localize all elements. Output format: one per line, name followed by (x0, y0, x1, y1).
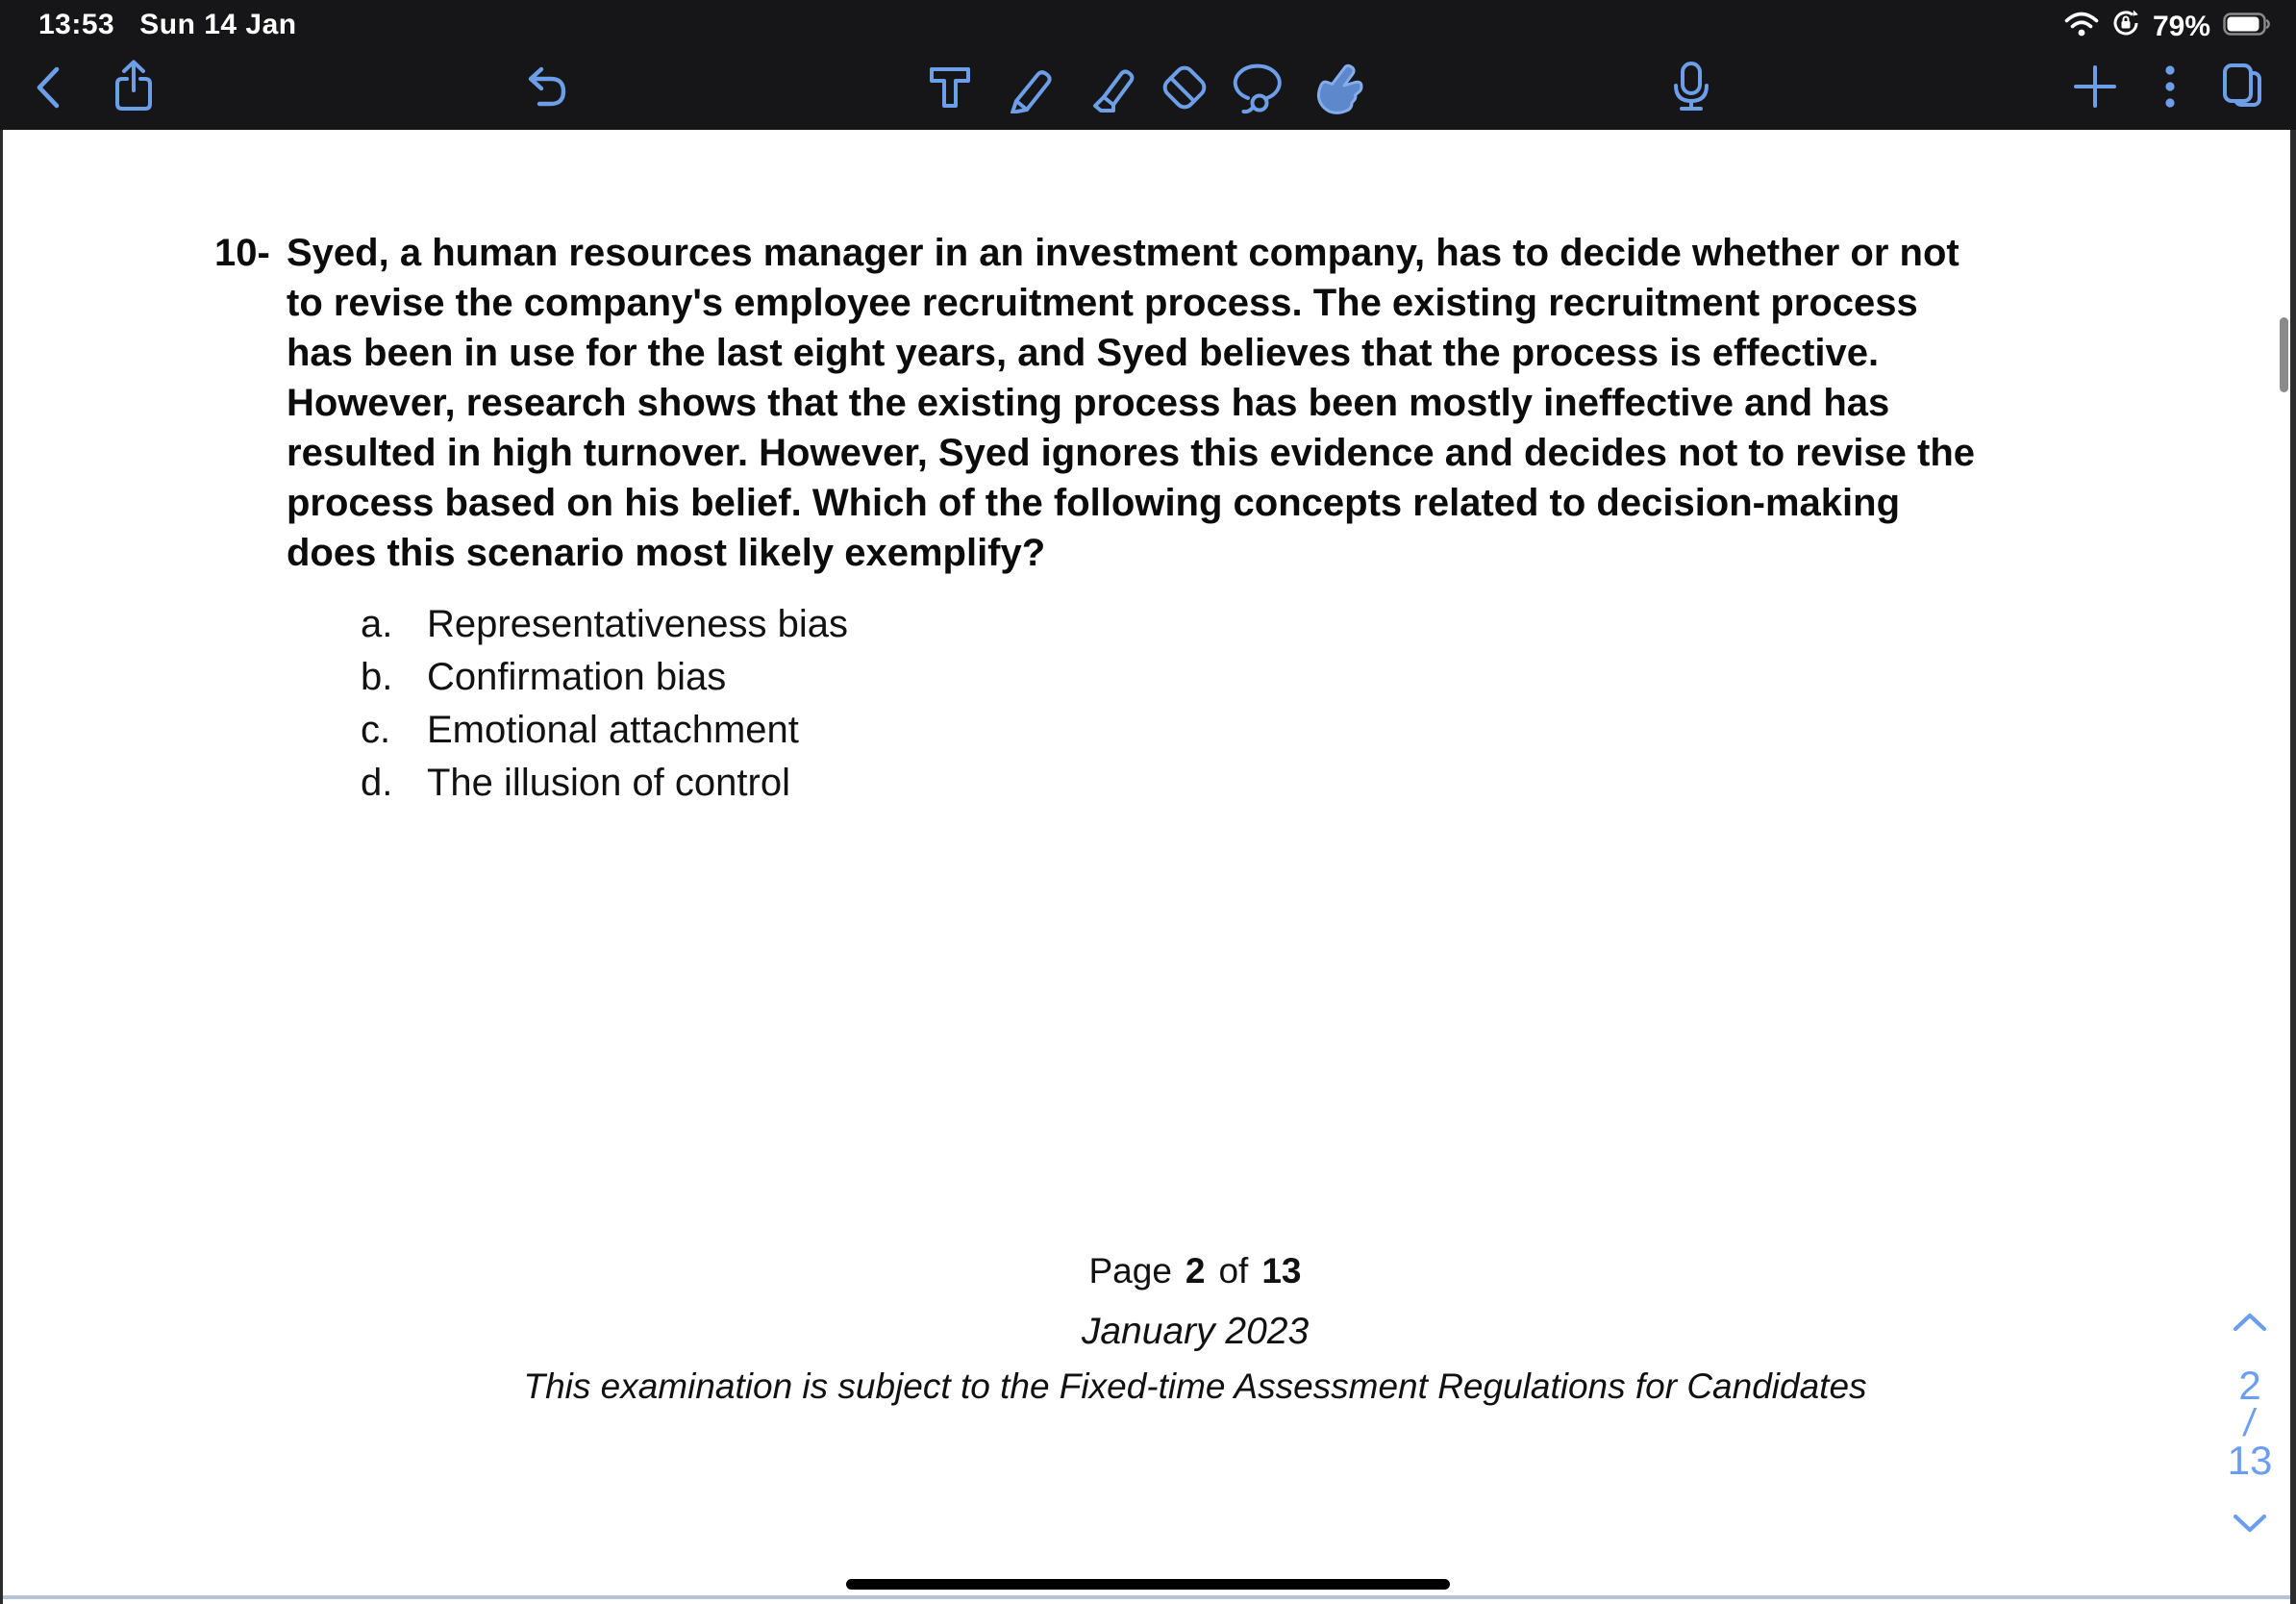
add-button[interactable] (2073, 64, 2117, 109)
question-block (214, 228, 2195, 578)
page-up-button[interactable] (2232, 1312, 2268, 1338)
status-bar-left (38, 9, 297, 41)
option-letter: c. (361, 709, 391, 751)
rotation-lock-icon (2111, 9, 2140, 45)
option-letter: a. (361, 603, 393, 645)
question-line: resulted in high turnover. However, Syed ignores this evidence and decides not to revise the (287, 432, 1976, 474)
option-text: Confirmation bias (427, 656, 727, 698)
question-text (287, 228, 2195, 578)
page-right-edge (2290, 130, 2296, 1604)
option-text: Emotional attachment (427, 709, 799, 751)
footer-regulation-line: This examination is subject to the Fixed-time Assessment Regulations for Candidates (523, 1366, 1867, 1406)
question-line: However, research shows that the existing process has been mostly ineffective and has (287, 382, 1890, 424)
undo-button[interactable] (524, 66, 566, 109)
app-header (0, 0, 2296, 130)
scrollbar-thumb[interactable] (2280, 317, 2288, 392)
status-date: Sun 14 Jan (139, 9, 297, 40)
footer-page-word: Page (1088, 1251, 1172, 1291)
option-text: The illusion of control (427, 762, 790, 804)
text-tool-icon[interactable] (927, 65, 973, 110)
eraser-tool-icon[interactable] (1160, 63, 1210, 112)
option-text: Representativeness bias (427, 603, 849, 645)
option-a (361, 598, 848, 651)
option-c (361, 704, 848, 757)
status-time: 13:53 (38, 9, 115, 40)
page-down-button[interactable] (2232, 1513, 2268, 1539)
page-nav-current: 2 (2238, 1363, 2261, 1408)
footer-page-total: 13 (1261, 1251, 1302, 1291)
question-number: 10- (214, 232, 270, 274)
wifi-icon (2064, 11, 2099, 44)
option-b (361, 651, 848, 704)
footer-page-current: 2 (1185, 1251, 1206, 1291)
share-button[interactable] (113, 60, 154, 112)
battery-icon (2223, 11, 2271, 43)
question-line: has been in use for the last eight years, and Syed believes that the process is effective. (287, 332, 1880, 374)
page-bottom-divider (3, 1595, 2290, 1599)
battery-percent: 79% (2152, 11, 2210, 42)
page-nav-total: 13 (2227, 1438, 2273, 1483)
option-letter: d. (361, 762, 393, 804)
pen-tool-icon[interactable] (1006, 63, 1056, 113)
question-line: to revise the company's employee recruitment process. The existing recruitment process (287, 282, 1918, 324)
back-button[interactable] (35, 65, 62, 110)
question-line: Syed, a human resources manager in an investment company, has to decide whether or not (287, 232, 1959, 274)
footer-date-line: January 2023 (1081, 1311, 1310, 1352)
page-navigator (2213, 1312, 2286, 1539)
page-nav-separator: / (2241, 1402, 2259, 1444)
lasso-tool-icon[interactable] (1230, 63, 1284, 115)
footer-page-line (214, 1251, 2176, 1291)
hand-tool-icon[interactable] (1310, 60, 1365, 115)
home-indicator[interactable] (846, 1579, 1450, 1590)
status-bar-right (2064, 9, 2271, 45)
microphone-icon[interactable] (1674, 62, 1709, 113)
page-thumbnails-button[interactable] (2221, 62, 2265, 110)
footer-of-word: of (1218, 1251, 1249, 1291)
option-letter: b. (361, 656, 393, 698)
option-d (361, 757, 848, 810)
highlighter-tool-icon[interactable] (1083, 63, 1136, 113)
question-line: does this scenario most likely exemplify? (287, 532, 1046, 574)
more-options-button[interactable] (2161, 64, 2179, 109)
question-line: process based on his belief. Which of the following concepts related to decision-making (287, 482, 1901, 524)
page-left-edge (0, 130, 3, 1604)
answer-options (361, 598, 848, 810)
